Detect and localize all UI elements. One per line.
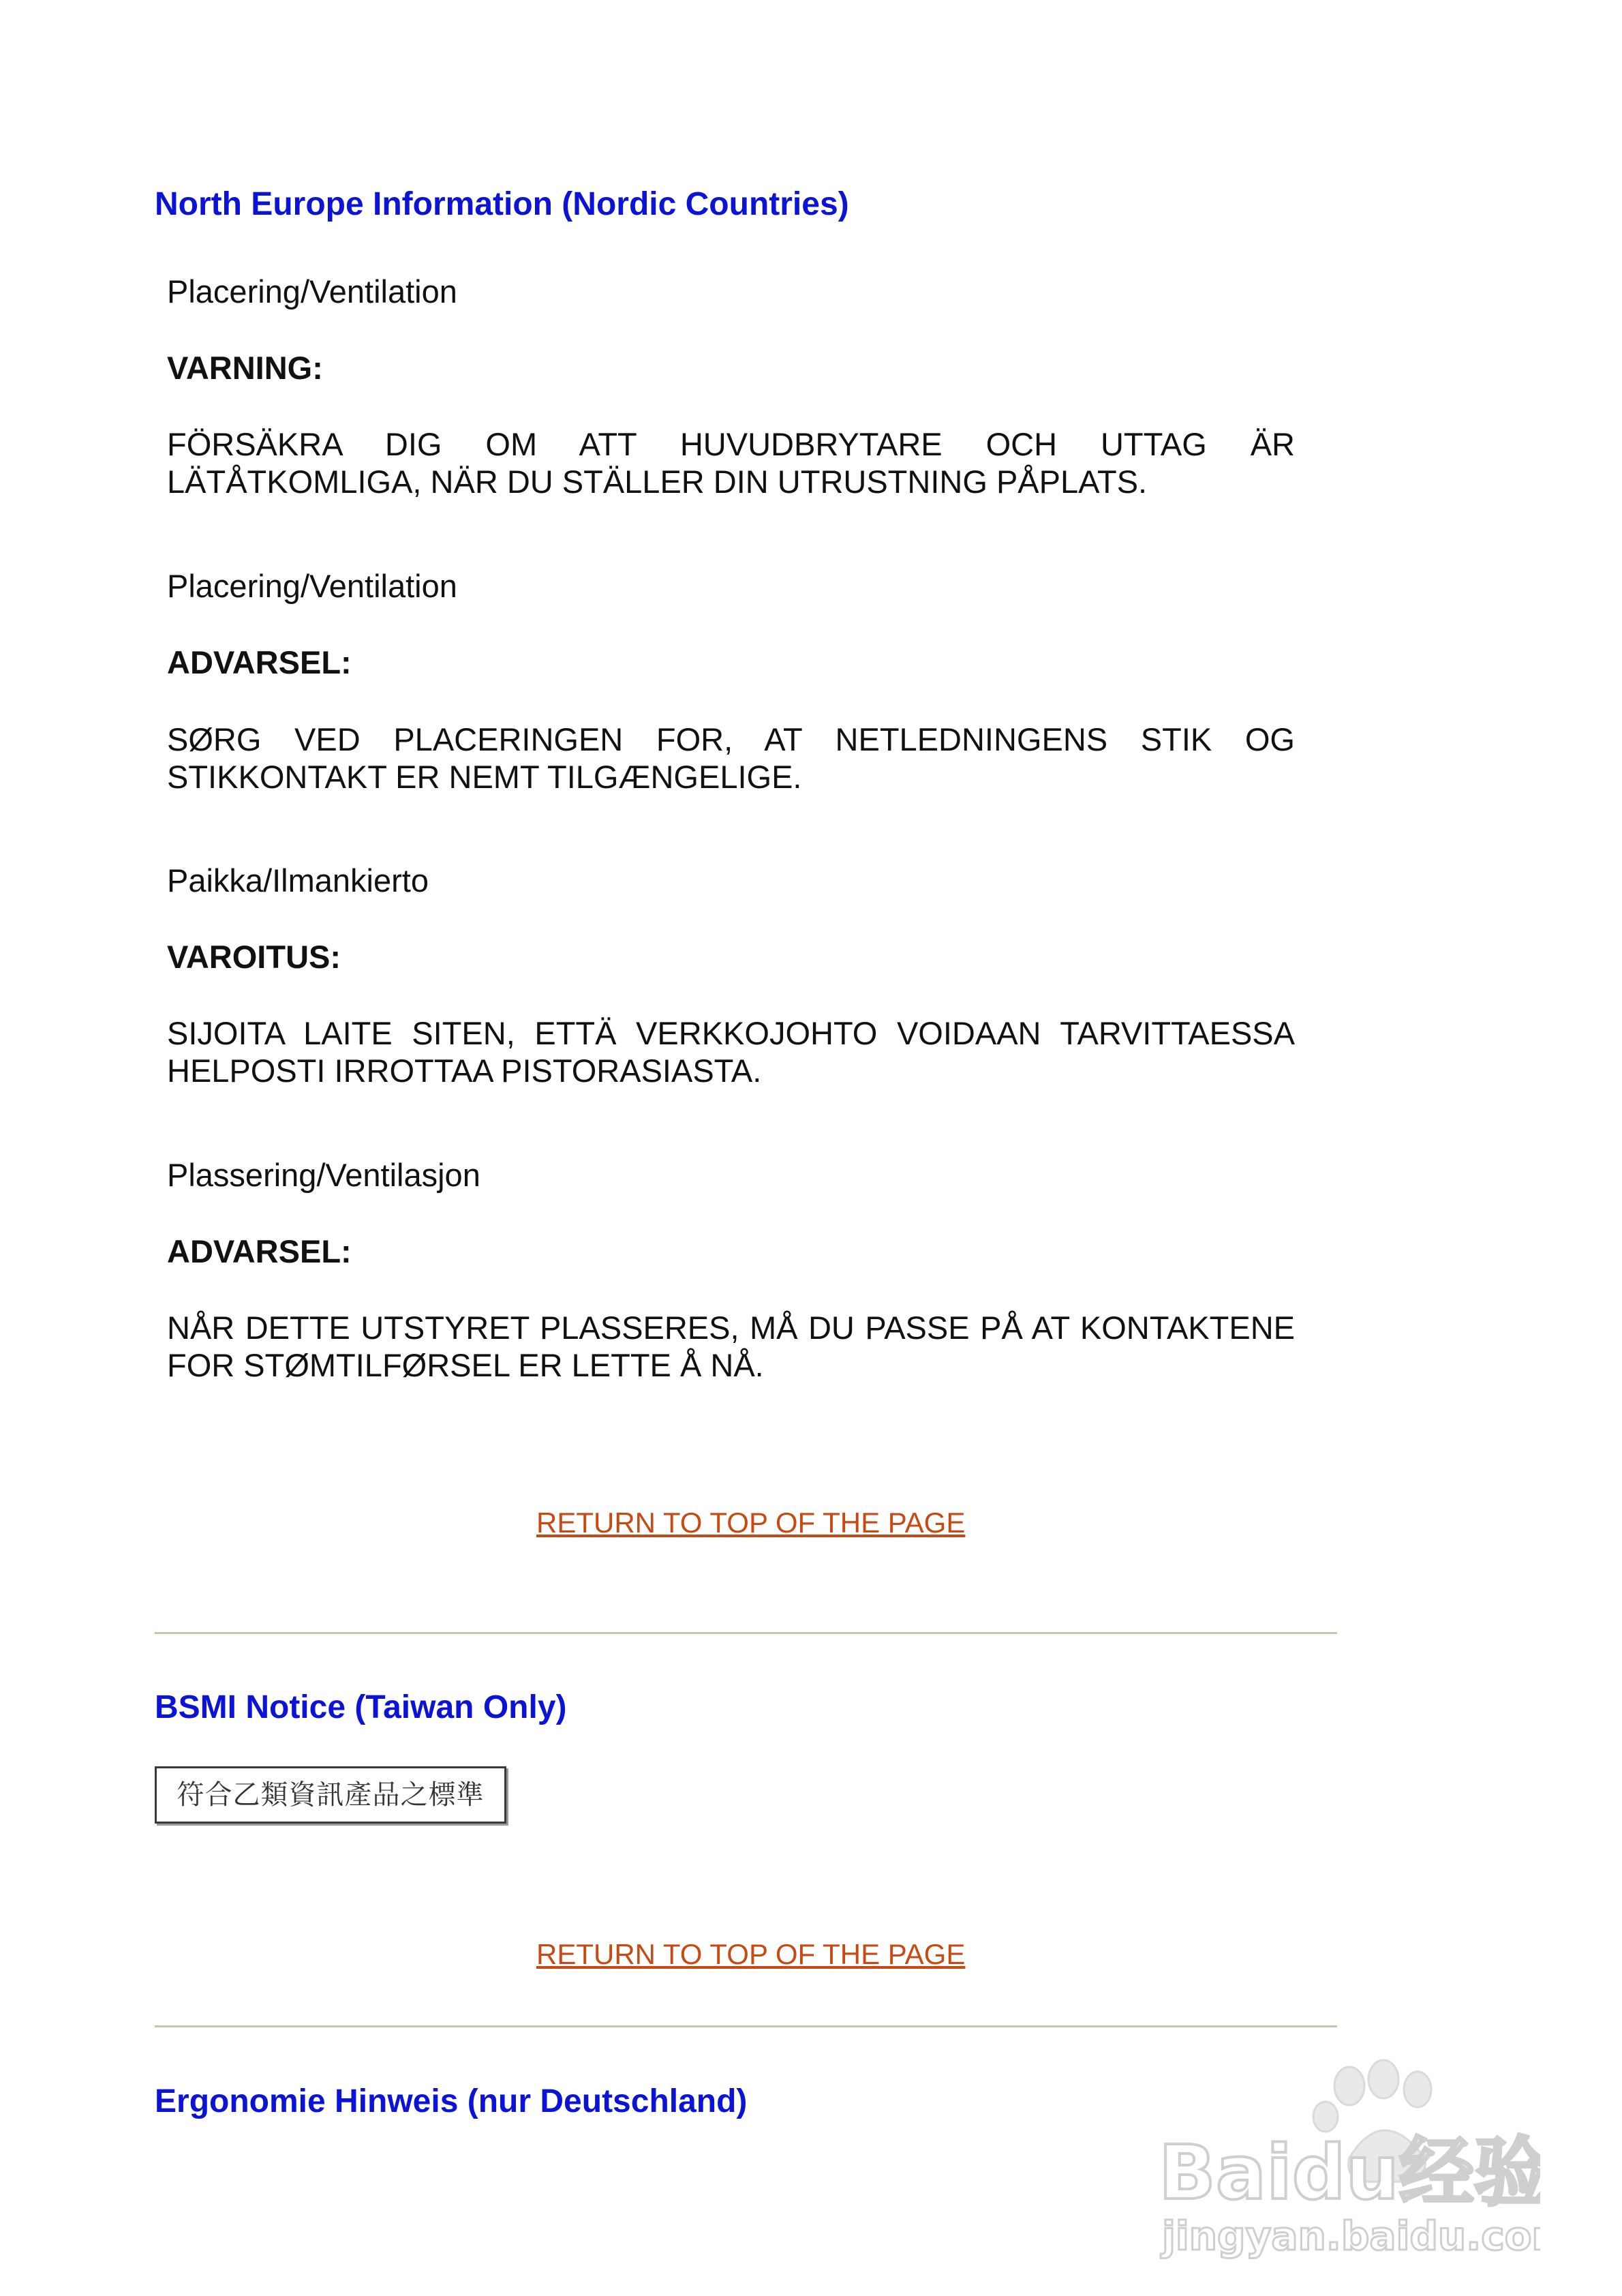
ergonomie-section-title: Ergonomie Hinweis (nur Deutschland) [155,2083,748,2119]
warning-label-norwegian: ADVARSEL: [167,1233,352,1269]
placement-heading-finnish: Paikka/Ilmankierto [167,862,429,898]
return-to-top-link[interactable]: RETURN TO TOP OF THE PAGE [536,1507,966,1539]
svg-text:Baidu经验: Baidu经验 [1159,2129,1540,2216]
warning-label-swedish: VARNING: [167,350,323,386]
warning-text-danish: SØRG VED PLACERINGEN FOR, AT NETLEDNINGENS STIK OG STIKKONTAKT ER NEMT TILGÆNGELIGE. [167,721,1295,795]
section-divider [155,1632,1337,1634]
section-divider [155,2025,1337,2027]
warning-label-finnish: VAROITUS: [167,939,341,975]
warning-text-finnish: SIJOITA LAITE SITEN, ETTÄ VERKKOJOHTO VOIDAAN TARVITTAESSA HELPOSTI IRROTTAA PISTORASIASTA. [167,1015,1295,1089]
paw-icon [1145,2055,1540,2260]
placement-heading-norwegian: Plassering/Ventilasjon [167,1157,480,1193]
bsmi-section-title: BSMI Notice (Taiwan Only) [155,1689,567,1725]
warning-label-danish: ADVARSEL: [167,644,352,680]
placement-heading-swedish: Placering/Ventilation [167,273,457,309]
nordic-section-title: North Europe Information (Nordic Countries) [155,186,849,222]
baidu-watermark [1145,2055,1540,2260]
svg-text:jingyan.baidu.com: jingyan.baidu.com [1162,2213,1540,2259]
warning-text-norwegian: NÅR DETTE UTSTYRET PLASSERES, MÅ DU PASSE PÅ AT KONTAKTENE FOR STØMTILFØRSEL ER LETTE Å NÅ. [167,1310,1295,1383]
warning-text-swedish: FÖRSÄKRA DIG OM ATT HUVUDBRYTARE OCH UTTAG ÄR LÄTÅTKOMLIGA, NÄR DU STÄLLER DIN UTRUSTNING PÅPLATS. [167,426,1295,500]
placement-heading-danish: Placering/Ventilation [167,568,457,604]
return-to-top-link[interactable]: RETURN TO TOP OF THE PAGE [536,1938,966,1970]
bsmi-notice-box: 符合乙類資訊產品之標準 [155,1766,506,1824]
